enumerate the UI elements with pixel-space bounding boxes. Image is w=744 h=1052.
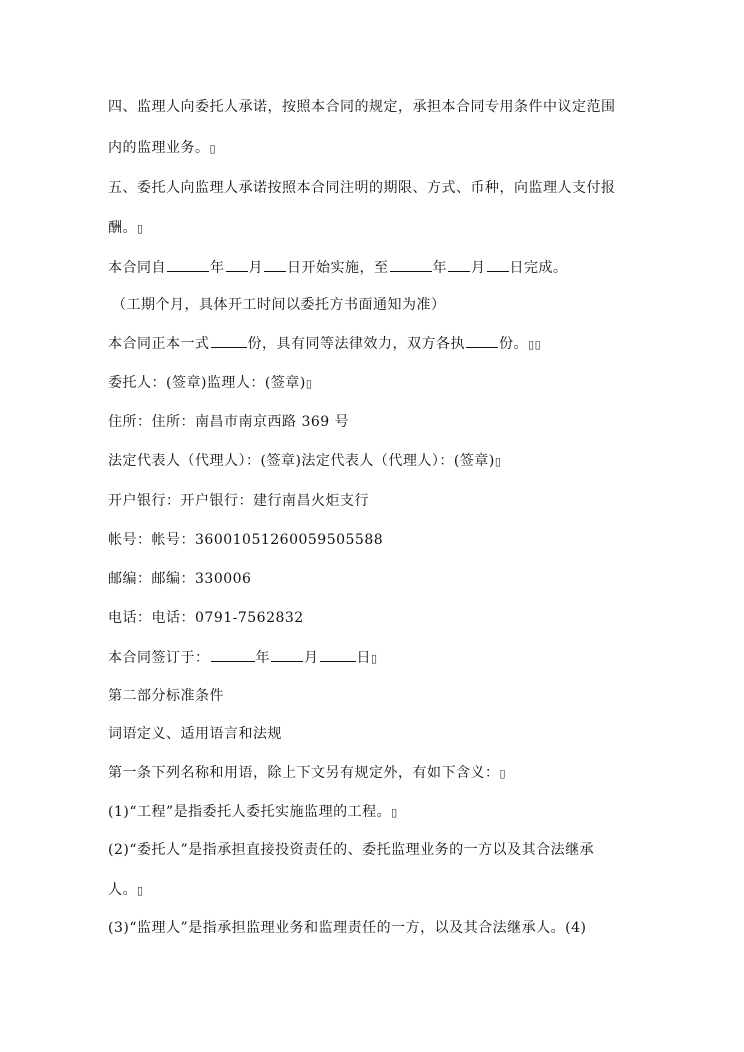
missing-glyph-mark: ▯ (494, 455, 502, 468)
missing-glyph-mark: ▯ (305, 377, 313, 390)
paragraph-4-line-1: 四、监理人向委托人承诺，按照本合同的规定，承担本合同专用条件中议定范围 (108, 99, 616, 115)
account-line: 帐号：帐号：36001051260059505588 (108, 532, 384, 548)
copies-text-3: 份。 (499, 336, 528, 352)
missing-glyph-mark: ▯ (371, 652, 378, 665)
signed-month-blank (271, 647, 303, 662)
signing-date-line (108, 647, 378, 669)
address-line: 住所：住所：南昌市南京西路 369 号 (108, 414, 350, 430)
copies-text-1: 本合同正本一式 (108, 336, 210, 352)
part-two-heading: 第二部分标准条件 (108, 688, 224, 704)
definition-2-line-1: (2)“委托人”是指承担直接投资责任的、委托监理业务的一方以及其合法继承 (108, 842, 595, 858)
end-month-blank (448, 257, 470, 272)
section-heading: 词语定义、适用语言和法规 (108, 726, 282, 742)
term-text-2: 年 (210, 260, 225, 276)
contract-term-line (108, 257, 568, 278)
term-text-1: 本合同自 (108, 260, 166, 276)
missing-glyph-mark: ▯ (137, 222, 144, 235)
missing-glyph-mark: ▯ (391, 806, 398, 819)
definition-1-text: (1)“工程”是指委托人委托实施监理的工程。 (108, 804, 392, 820)
term-text-4: 日开始实施，至 (287, 260, 389, 276)
signed-year-blank (211, 647, 255, 662)
missing-glyph-mark: ▯ (499, 767, 507, 780)
legal-representative-line (108, 451, 501, 472)
signed-text-4: 日 (356, 650, 371, 666)
signed-text-3: 月 (304, 650, 319, 666)
signed-text-1: 本合同签订于： (108, 650, 210, 666)
phone-line: 电话：电话：0791-7562832 (108, 610, 304, 626)
original-copies-blank (211, 333, 247, 348)
paragraph-4-line-2 (108, 138, 216, 159)
definition-2-line-2 (108, 880, 144, 901)
paragraph-5-line-1: 五、委托人向监理人承诺按照本合同注明的期限、方式、币种，向监理人支付报 (108, 180, 616, 196)
duration-note: （工期个月，具体开工时间以委托方书面通知为准） (112, 297, 446, 313)
client-signature-line (108, 373, 312, 394)
definition-2-text: 人。 (108, 882, 137, 898)
term-text-5: 年 (432, 260, 447, 276)
definition-1-line (108, 802, 398, 823)
term-text-6: 月 (471, 260, 486, 276)
start-day-blank (264, 257, 286, 272)
definition-3-line: (3)“监理人”是指承担监理业务和监理责任的一方，以及其合法继承人。(4) (108, 920, 587, 936)
term-text-7: 日完成。 (509, 260, 568, 276)
term-text-3: 月 (248, 260, 263, 276)
missing-glyph-mark: ▯ (209, 142, 217, 155)
start-year-blank (167, 257, 209, 272)
paragraph-4-text: 内的监理业务。 (108, 140, 210, 156)
article-1-text: 第一条下列名称和用语，除上下文另有规定外，有如下含义： (108, 765, 500, 781)
missing-glyph-mark: ▯ (528, 338, 535, 351)
missing-glyph-mark: ▯ (534, 338, 542, 351)
signed-day-blank (320, 647, 356, 662)
signed-text-2: 年 (255, 650, 270, 666)
postcode-line: 邮编：邮编：330006 (108, 571, 252, 587)
end-year-blank (390, 257, 432, 272)
end-day-blank (487, 257, 509, 272)
missing-glyph-mark: ▯ (137, 884, 144, 897)
paragraph-5-text: 酬。 (108, 220, 137, 236)
legal-rep-text: 法定代表人（代理人）：(签章)法定代表人（代理人）：(签章) (108, 453, 495, 469)
bank-line: 开户银行：开户银行：建行南昌火炬支行 (108, 493, 369, 509)
article-1-line (108, 763, 506, 784)
paragraph-5-line-2 (108, 218, 144, 239)
start-month-blank (226, 257, 248, 272)
each-party-copies-blank (466, 333, 498, 348)
copies-text-2: 份，具有同等法律效力，双方各执 (247, 336, 465, 352)
copies-line (108, 333, 541, 355)
signature-text: 委托人：(签章)监理人：(签章) (108, 375, 306, 391)
